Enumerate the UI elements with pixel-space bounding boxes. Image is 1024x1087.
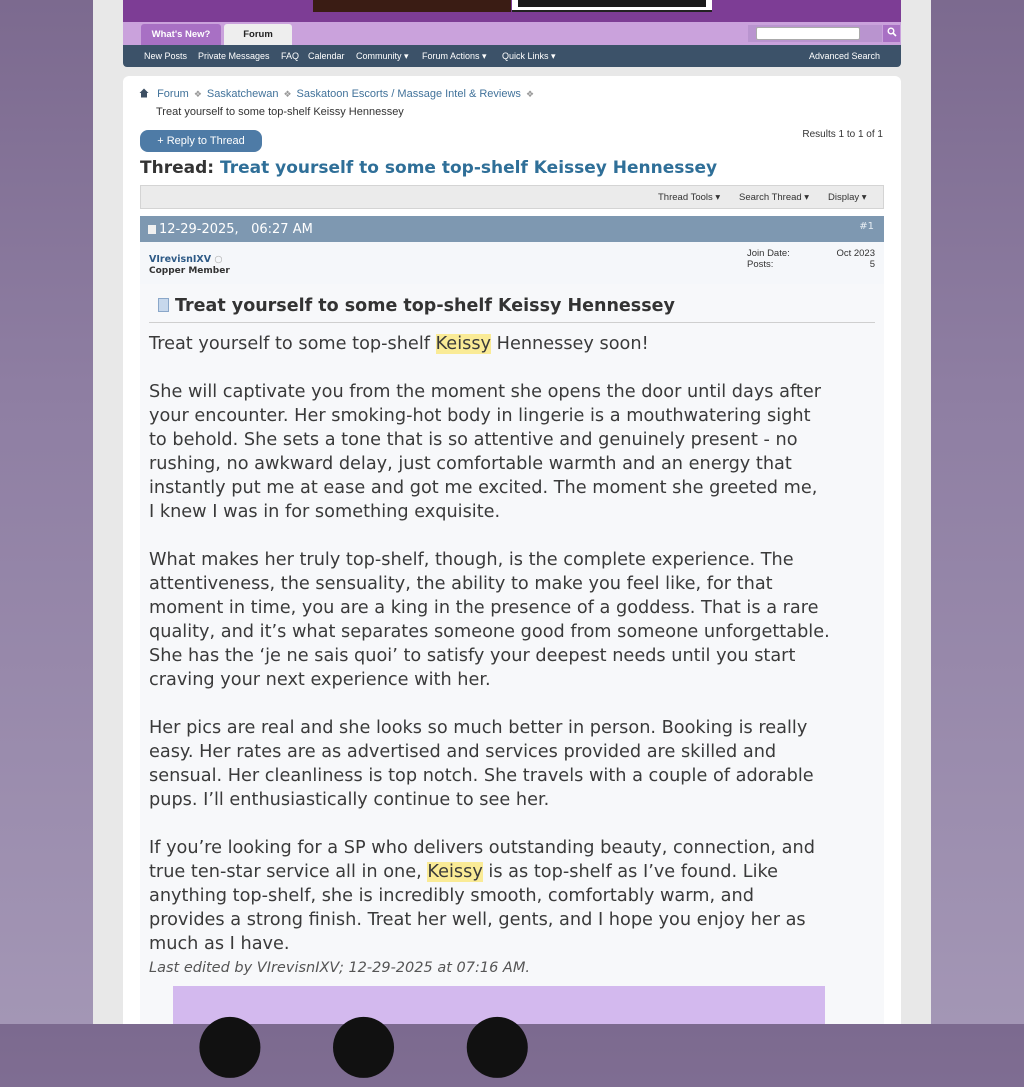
nav-advanced-search[interactable]: Advanced Search [809,51,881,61]
document-icon [158,298,169,312]
join-date-label: Join Date: [747,248,790,259]
last-edited-note: Last edited by VIrevisnIXV; 12-29-2025 at 07:16 AM. [149,960,530,976]
paragraph-4: Her pics are real and she looks so much better in person. Booking is really easy. Her rates are as advertised and services provided are skilled and sensual. Her cleanliness is top notch. She travels with a couple of adorable pups. I’ll enthusiastically continue to see her. [149,718,814,810]
thread-tools-menu[interactable]: Thread Tools ▾ [658,192,721,203]
post-body [140,284,884,1024]
banner-ad-image[interactable] [313,0,511,12]
username[interactable]: VIrevisnIXV ○ [149,254,223,265]
join-date-value: Oct 2023 [836,248,875,259]
post-time: 06:27 AM [251,222,313,237]
thread-title [140,158,717,178]
post-message [149,332,879,980]
post-date-text: 12-29-2025, [159,222,239,237]
paragraph-1: Treat yourself to some top-shelf Keissy Hennessey soon! [149,334,649,354]
nav-bar [123,45,901,67]
reply-to-thread-button[interactable]: + Reply to Thread [140,130,262,152]
thread-tools-bar [140,185,884,209]
breadcrumb-current: Treat yourself to some top-shelf Keissy Hennessey [156,106,404,118]
nav-community[interactable]: Community ▾ [356,51,409,61]
banner-ad-text-image[interactable] [512,0,712,12]
quick-search [748,25,882,42]
nav-faq[interactable]: FAQ [281,51,300,61]
breadcrumb-saskatoon[interactable]: Saskatoon Escorts / Massage Intel & Reviews [296,88,521,100]
tab-forum[interactable]: Forum [224,24,292,45]
post-date [148,216,313,244]
breadcrumb-forum[interactable]: Forum [157,88,189,100]
tab-whats-new[interactable]: What's New? [141,24,221,45]
paragraph-3: What makes her truly top-shelf, though, is the complete experience. The attentiveness, the sensuality, the ability to make you feel like, for that moment in time, you are a king in the presence of a goddess. That is a rare quality, and it’s what separates someone good from someone unforgettable. She has the ‘je ne sais quoi’ to satisfy your deepest needs until you start craving your next experience with her. [149,550,830,690]
nav-private-messages[interactable]: Private Messages [198,51,270,61]
divider [149,322,875,323]
nav-quick-links[interactable]: Quick Links ▾ [502,51,556,61]
breadcrumb-separator-icon: ❖ [193,89,202,99]
signature-graphic-text: ● ● ● [195,994,551,1087]
tab-bar [123,22,901,45]
posts-value: 5 [869,259,875,270]
post-title [158,296,675,316]
breadcrumb-separator-icon: ❖ [525,89,535,99]
highlighted-term: Keissy [435,334,492,354]
post-header [140,216,884,242]
home-icon[interactable] [139,88,149,100]
search-icon[interactable] [883,25,900,42]
posts-label: Posts: [747,259,774,270]
highlighted-term: Keissy [427,862,483,882]
post-title-text: Treat yourself to some top-shelf Keissy Hennessey [175,296,675,316]
thread-prefix: Thread: [140,158,215,178]
thread-title-link[interactable]: Treat yourself to some top-shelf Keissey Hennessey [219,158,718,178]
nav-forum-actions[interactable]: Forum Actions ▾ [422,51,487,61]
display-menu[interactable]: Display ▾ [828,192,867,203]
paragraph-2: She will captivate you from the moment she opens the door until days after your encounter. Her smoking-hot body in lingerie is a mouthwatering sight to behold. She sets a tone that is so attentive and genuinely present - no rushing, no awkward delay, just comfortable warmth and an energy that instantly put me at ease and got me excited. The moment she greeted me, I knew I was in for something exquisite. [149,382,821,522]
nav-calendar[interactable]: Calendar [308,51,345,61]
breadcrumb-separator-icon: ❖ [283,89,292,99]
nav-new-posts[interactable]: New Posts [144,51,188,61]
post-status-icon [148,225,156,234]
search-input[interactable] [756,27,860,40]
post-number[interactable]: #1 [859,221,874,232]
post-user-info [140,242,884,284]
signature-image [173,986,825,1087]
paragraph-5: If you’re looking for a SP who delivers outstanding beauty, connection, and true ten-star service all in one, Keissy is as top-shelf as I’ve found. Like anything top-shelf, she is incredibly smooth, comfortably warm, and provides a strong finish. Treat her well, gents, and I hope you enjoy her as much as I have. [149,838,815,954]
breadcrumb-saskatchewan[interactable]: Saskatchewan [206,88,279,100]
results-count: Results 1 to 1 of 1 [802,129,883,140]
user-title: Copper Member [149,266,230,276]
search-thread-menu[interactable]: Search Thread ▾ [739,192,810,203]
main-content [123,76,901,1087]
breadcrumb [139,88,539,100]
